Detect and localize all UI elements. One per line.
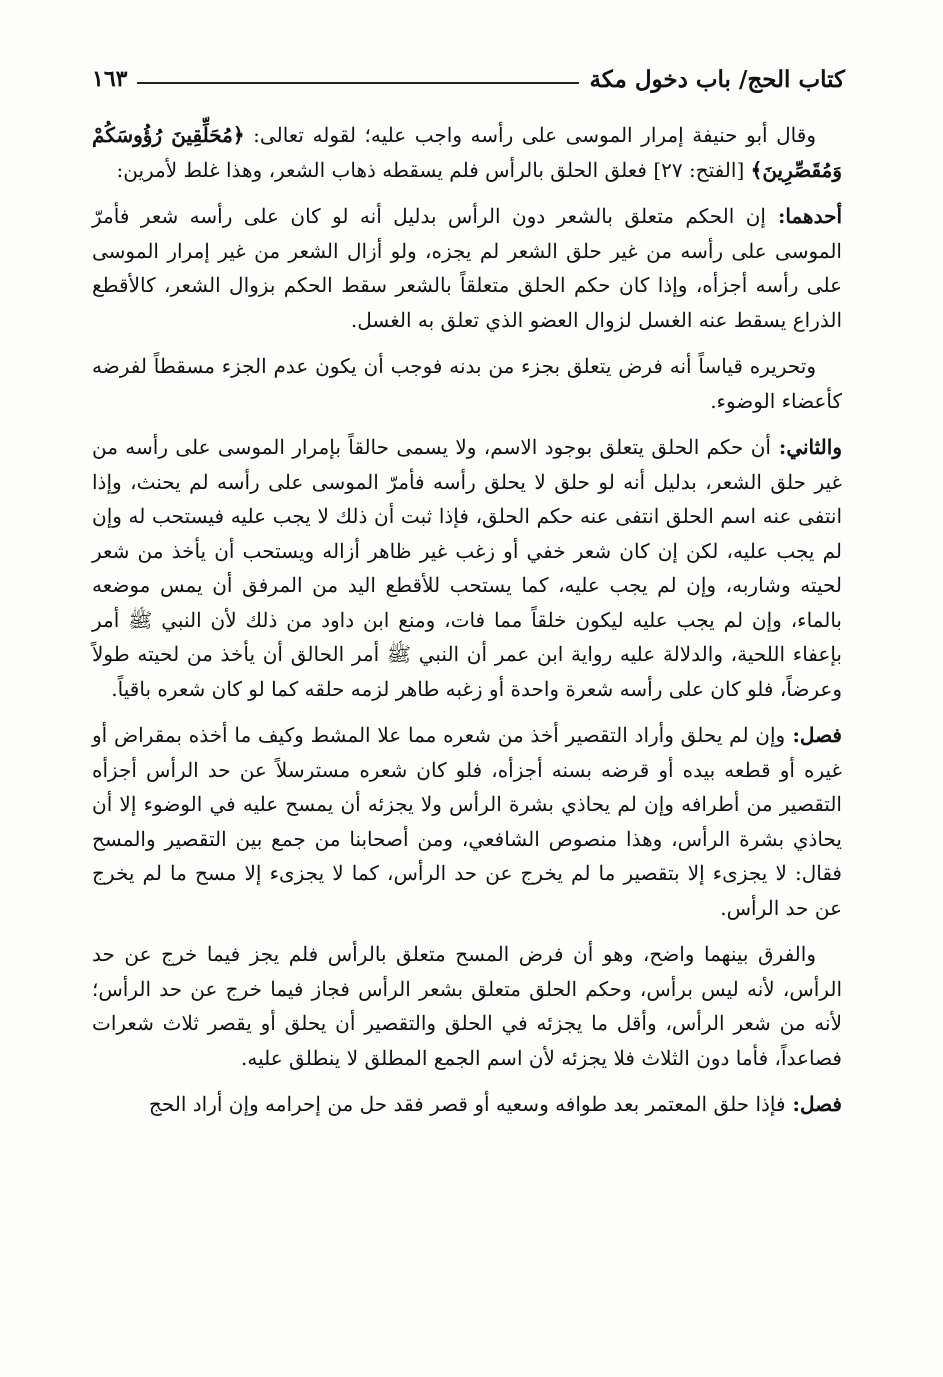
paragraph-second-reason	[92, 430, 842, 706]
paragraph-text: وإن لم يحلق وأراد التقصير أخذ من شعره مما علا المشط وكيف ما أخذه بمقراض أو غيره أو قطعه بيده أو قرضه بسنه أجزأه، فلو كان شعره مسترسلاً عن حد الرأس أجزأه التقصير من أطرافه وإن لم يحاذي بشرة الرأس ولا يجزئه أن يمسح عليه في الوضوء إلا أن يحاذي بشرة الرأس، وهذا منصوص الشافعي، ومن أصحابنا من جمع بين التقصير والمسح فقال: لا يجزىء إلا بتقصير ما لم يخرج عن حد الرأس، كما لا يجزىء إلا مسح ما لم يخرج عن حد الرأس.	[92, 723, 842, 920]
paragraph-difference	[92, 937, 842, 1075]
paragraph-text: إن الحكم متعلق بالشعر دون الرأس بدليل أنه لو كان على رأسه شعر فأمرّ الموسى على رأسه من غير حلق الشعر لم يجزه، ولو أزال الشعر من غير إمرار الموسى على رأسه أجزأه، وإذا كان حكم الحلق متعلقاً بالشعر سقط الحكم بزوال الشعر، كالأقطع الذراع يسقط عنه الغسل لزوال العضو الذي تعلق به الغسل.	[92, 204, 842, 332]
running-header	[92, 62, 845, 96]
paragraph-abu-hanifa	[92, 118, 842, 187]
quran-verse: ﴿مُحَلِّقِينَ رُؤُوسَكُمْ وَمُقَصِّرِينَ﴾	[92, 123, 842, 182]
chapter-title: كتاب الحج/ باب دخول مكة	[589, 65, 845, 93]
paragraph-text: والفرق بينهما واضح، وهو أن فرض المسح متعلق بالرأس فلم يجز فيما خرج عن حد الرأس، لأنه ليس برأس، وحكم الحلق متعلق بشعر الرأس فجاز فيما خرج عن حد الرأس؛ لأنه من شعر الرأس، وأقل ما يجزئه في الحلق والتقصير أن يحلق أو يقصر ثلاث شعرات فصاعداً، فأما دون الثلاث فلا يجزئه لأن اسم الجمع المطلق لا ينطلق عليه.	[92, 942, 842, 1070]
paragraph-section-shortening	[92, 718, 842, 925]
paragraph-section-umrah	[92, 1087, 842, 1122]
paragraph-text: فإذا حلق المعتمر بعد طوافه وسعيه أو قصر فقد حل من إحرامه وإن أراد الحج	[148, 1092, 786, 1116]
paragraph-lead: أحدهما:	[765, 204, 842, 228]
page-body	[92, 118, 842, 1134]
paragraph-analogy	[92, 349, 842, 418]
paragraph-text: أن حكم الحلق يتعلق بوجود الاسم، ولا يسمى حالقاً بإمرار الموسى على رأسه من غير حلق الشعر، بدليل أنه لو حلق لا يحلق رأسه فأمرّ الموسى على رأسه لم يحنث، وإذا انتفى عنه اسم الحلق انتفى عنه حكم الحلق، فإذا ثبت أن ذلك لا يجب عليه فيستحب له وإن لم يجب عليه، لكن إن كان شعر خفي أو زغب غير ظاهر أزاله ويستحب أن يأخذ من شعر لحيته وشاربه، وإن لم يجب عليه، كما يستحب للأقطع اليد من المرفق أن يمس موضعه بالماء، وإن لم يجب عليه ليكون خلقاً مما فات، ومنع ابن داود من ذلك لأن النبي ﷺ أمر بإعفاء اللحية، والدلالة عليه رواية ابن عمر أن النبي ﷺ أمر الحالق أن يأخذ من لحيته طولاً وعرضاً، فلو كان على رأسه شعرة واحدة أو زغبه طاهر لزمه حلقه كما لو كان شعره باقياً.	[92, 435, 842, 701]
paragraph-lead: فصل:	[785, 1092, 842, 1116]
paragraph-lead: والثاني:	[770, 435, 842, 459]
paragraph-text: وقال أبو حنيفة إمرار الموسى على رأسه واجب عليه؛ لقوله تعالى:	[244, 123, 816, 147]
paragraph-lead: فصل:	[785, 723, 842, 747]
page-number: ١٦٣	[92, 66, 128, 92]
header-rule	[137, 82, 579, 84]
paragraph-first-reason	[92, 199, 842, 337]
paragraph-text: [الفتح: ٢٧] فعلق الحلق بالرأس فلم يسقطه ذهاب الشعر، وهذا غلط لأمرين:	[116, 157, 751, 182]
paragraph-text: وتحريره قياساً أنه فرض يتعلق بجزء من بدنه فوجب أن يكون عدم الجزء مسقطاً لفرضه كأعضاء الوضوء.	[92, 354, 842, 413]
